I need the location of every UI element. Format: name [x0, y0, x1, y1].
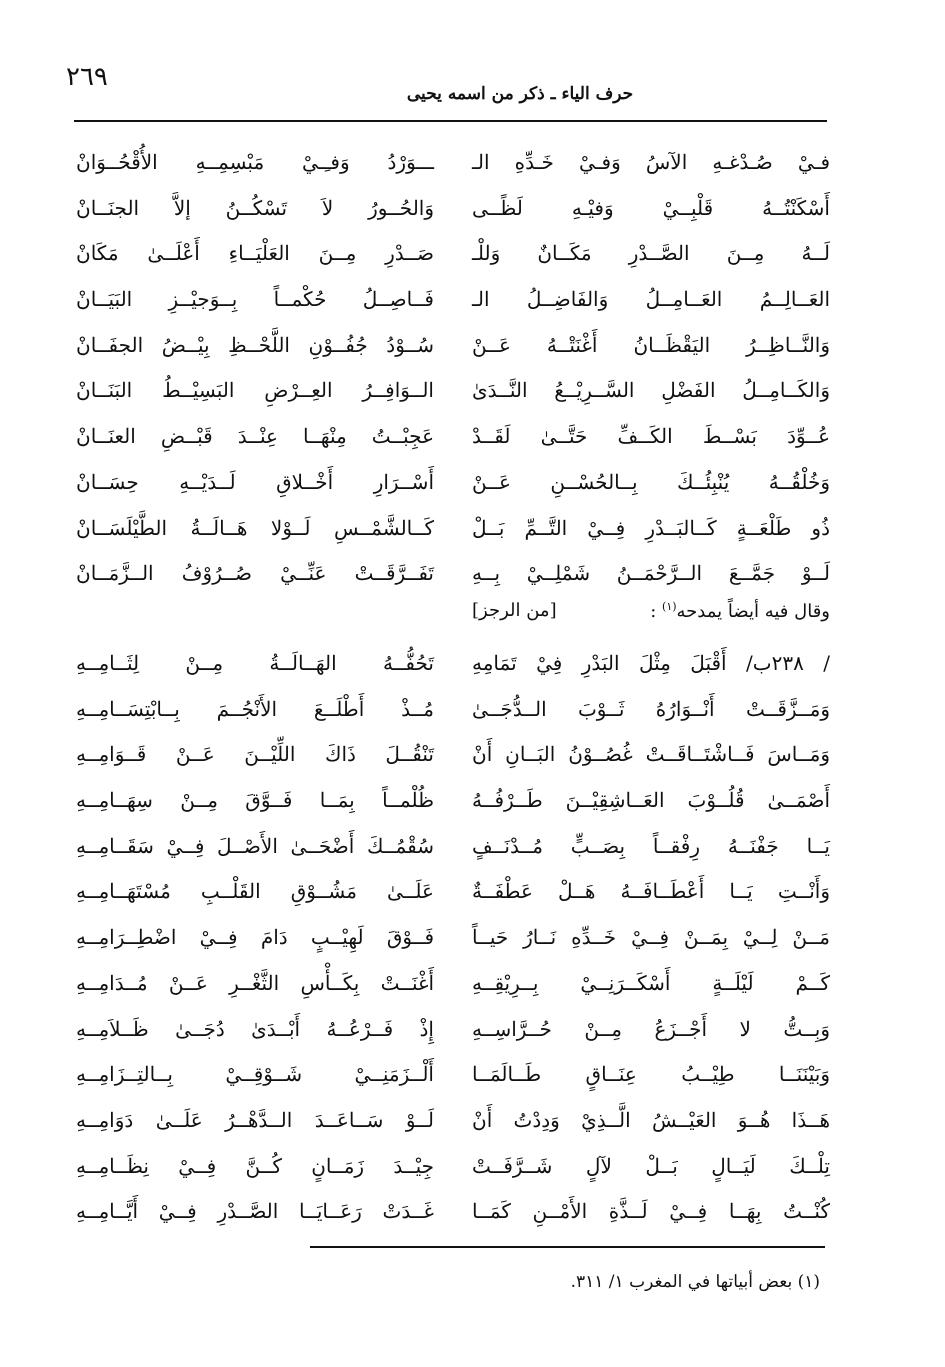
header-rule — [74, 120, 827, 122]
verse-line: إِذْ فَــرْعُــهُ أَبْــدَىٰ دُجَــىٰ ظَــلاَمِــهِ — [76, 1016, 434, 1041]
verse-line: جِيْــدَ زَمَــانٍ كُــنَّ فِــيْ نِظَــامِــهِ — [76, 1153, 434, 1178]
verse-line: لَــهُ مِــنَ الصَّــدْرِ مَكَــانٌ وَللْـ — [472, 241, 830, 266]
verse-line: مُــذْ أَطْلَــعَ الأَنْجُــمَ بِــابْتِسَــامِــهِ — [76, 696, 434, 721]
verse-line: العَــالِــمُ العَــامِــلُ وَالفَاضِــلُ الـ — [472, 287, 830, 312]
verse-line: عَجِبْــتُ مِنْهَــا عِنْــدَ قَبْــضِ العنَــانْ — [76, 424, 434, 449]
verse-line: فَــوْقَ لَهِيْــبٍ دَامَ فِــيْ اضْطِــرَامِــهِ — [76, 925, 434, 950]
verse-line: ـــوَرْدُ وَفـِـيْ مَبْسِمِــهِ الأُقْحُــوَانْ — [76, 150, 434, 174]
verse-line: وَبِــتُّ لا أَجْــزَعُ مِــنْ حُــرَّاسِــهِ — [472, 1016, 830, 1041]
verse-line: غَــدَتْ رَعَــايَــا الصَّــدْرِ فِــيْ أَيَّــامِــهِ — [76, 1199, 434, 1224]
verse-line: وَمَــزَّقَــتْ أَنْــوَارُهُ ثَــوْبَ الــدُّجَــىٰ — [472, 696, 830, 721]
verse-line: سُقْمُــكَ أَضْحَــىٰ الأَصْــلَ فِــيْ سَقَــامِــهِ — [76, 833, 434, 858]
poem1-left-hemistichs — [76, 140, 434, 597]
running-head: حرف الياء ـ ذكر من اسمه يحيى — [406, 84, 634, 104]
verse-line: فـيْ صُـدْغـهِ الآسُ وَفـيْ خَـدِّهِ الـ — [472, 150, 830, 174]
verse-line: عُــوِّدَ بَسْــطَ الكَــفِّ حَتَّــىٰ لَقَــدْ — [472, 424, 830, 449]
verse-line: تَفَــرَّقَــتْ عَنِّــيْ صُــرُوْفُ الــزَّمَــانْ — [76, 561, 434, 586]
footnote-number: (١) — [797, 1272, 820, 1292]
verse-line: وَمَــاسَ فَــاشْتَــاقَــتْ غُصُــوْنُ البَــانِ أَنْ — [472, 742, 830, 767]
verse-line: وَالنَّــاظِــرُ اليَقْظَــانُ أَغْنَتْــهُ عَــنْ — [472, 332, 830, 357]
verse-line: أَصْمَــىٰ قُلُــوْبَ العَــاشِقِيْــنَ طَــرْفُــهُ — [472, 788, 830, 813]
verse-line: لَــوْ سَــاعَــدَ الــدَّهْــرُ عَلَــىٰ دَوَامِــهِ — [76, 1107, 434, 1132]
footnote-rule — [310, 1246, 825, 1248]
verse-line: كُنْــتُ بِهَــا فِــيْ لَــذَّةِ الأَمْــنِ كَمَــا — [472, 1199, 830, 1224]
verse-line: وَالكَــامِــلُ الفَضْلِ السَّــرِيْــعُ النَّــدَىٰ — [472, 378, 830, 403]
intro-text: وقال فيه أيضاً يمدحه — [676, 601, 830, 622]
footnote — [300, 1272, 820, 1292]
page-number: ٢٦٩ — [66, 62, 108, 92]
verse-line: وَخُلْقُــهُ يُنْبِئُــكَ بِــالحُسْــنِ عَــنْ — [472, 469, 830, 494]
verse-line: أَسْكَنْتُــهُ قَلْبِــيْ وَفيْـهِ لَظًــى — [472, 195, 830, 220]
poem2-left-hemistichs — [76, 641, 434, 1235]
verse-line: صَــدْرِ مِــنَ العَلْيَــاءِ أَعْلَــىٰ مَكَانْ — [76, 241, 434, 266]
verse-line: ذُو طَلْعَــةٍ كَــالبَــدْرِ فِــيْ التَّــمِّ بَــلْ — [472, 515, 830, 540]
meter-label: [من الرجز] — [472, 600, 557, 621]
verse-line: تِلْــكَ لَيَــالٍ بَــلْ لآلٍ شَــرَّفَــتْ — [472, 1153, 830, 1178]
verse-line: أَغْنَــتْ بِكَــأْسِ الثَّغْــرِ عَــنْ مُــدَامِــهِ — [76, 970, 434, 995]
footnote-marker: (١) — [662, 600, 677, 613]
verse-line: يَــا جَفْنَــهُ رِفْقــاً بِصَــبٍّ مُــدْنَــفٍ — [472, 833, 830, 858]
verse-line: لَــوْ جَمَّــعَ الــرَّحْمَــنُ شَمْلِــيْ بِــهِ — [472, 561, 830, 586]
verse-line: عَلَــىٰ مَشُــوْقِ القَلْــبِ مُسْتَهَــامِــهِ — [76, 879, 434, 904]
verse-line: ظُلْمــاً بِمَــا فَــوَّقَ مِــنْ سِهَــامِــهِ — [76, 788, 434, 813]
verse-line: كَــمْ لَيْلَــةٍ أَسْكَــرَنِــيْ بِــرِيْقِــهِ — [472, 970, 830, 995]
verse-line: وَالحُــورُ لاَ تَسْكُــنُ إلاَّ الجنَــانْ — [76, 195, 434, 220]
verse-line: تَنْقُــلَ ذَاكَ اللِّيْــنَ عَــنْ قَــوَامِــهِ — [76, 742, 434, 767]
verse-line: وَأَنْــتِ يَــا أَعْطَــافَــهُ هَــلْ عَطْفَــةٌ — [472, 879, 830, 904]
verse-line: فَــاصِــلُ حُكْمــاً بِــوَجيْــزِ البَيَــانْ — [76, 287, 434, 312]
poem2-right-hemistichs — [472, 641, 830, 1235]
poem-intro — [472, 600, 830, 622]
verse-line: هَــذَا هُــوَ العَيْــشُ الَّــذِيْ وَدِدْتُ أَنْ — [472, 1107, 830, 1132]
verse-line: مَــنْ لِــيْ بِمَــنْ فِــيْ خَــدِّهِ نَــارُ حَيــاً — [472, 925, 830, 950]
verse-line: أَسْــرَارِ أَخْــلاقِ لَــدَيْــهِ حِسَــانْ — [76, 469, 434, 494]
verse-line: سُــوْدُ جُفُــوْنِ اللَّحْــظِ بِيْــضُ الجفَــانْ — [76, 332, 434, 357]
intro-colon: : — [650, 601, 657, 622]
verse-line: تَحُفُّــهُ الهَــالَــةُ مِــنْ لِثَــامِــهِ — [76, 651, 434, 675]
poem1-right-hemistichs — [472, 140, 830, 597]
footnote-text: بعض أبياتها في المغرب ١/ ٣١١. — [570, 1272, 793, 1292]
verse-line: أَلْــزَمَنِــيْ شَــوْقِــيْ بِــالتِــزَامِــهِ — [76, 1062, 434, 1087]
verse-line: وَبَيْنَنَــا طِيْــبُ عِنَــاقٍ طَــالَمَــا — [472, 1062, 830, 1087]
verse-line: / ٢٣٨ب/ أَقْبَلَ مِثْلَ البَدْرِ فِيْ تَمَامِهِ — [472, 651, 830, 675]
verse-line: الــوَافِــرُ العِــرْضِ البَسِيْــطُ البَنَــانْ — [76, 378, 434, 403]
verse-line: كَــالشَّمْــسِ لَــوْلا هَــالَــةُ الطَّيْلَسَــانْ — [76, 515, 434, 540]
